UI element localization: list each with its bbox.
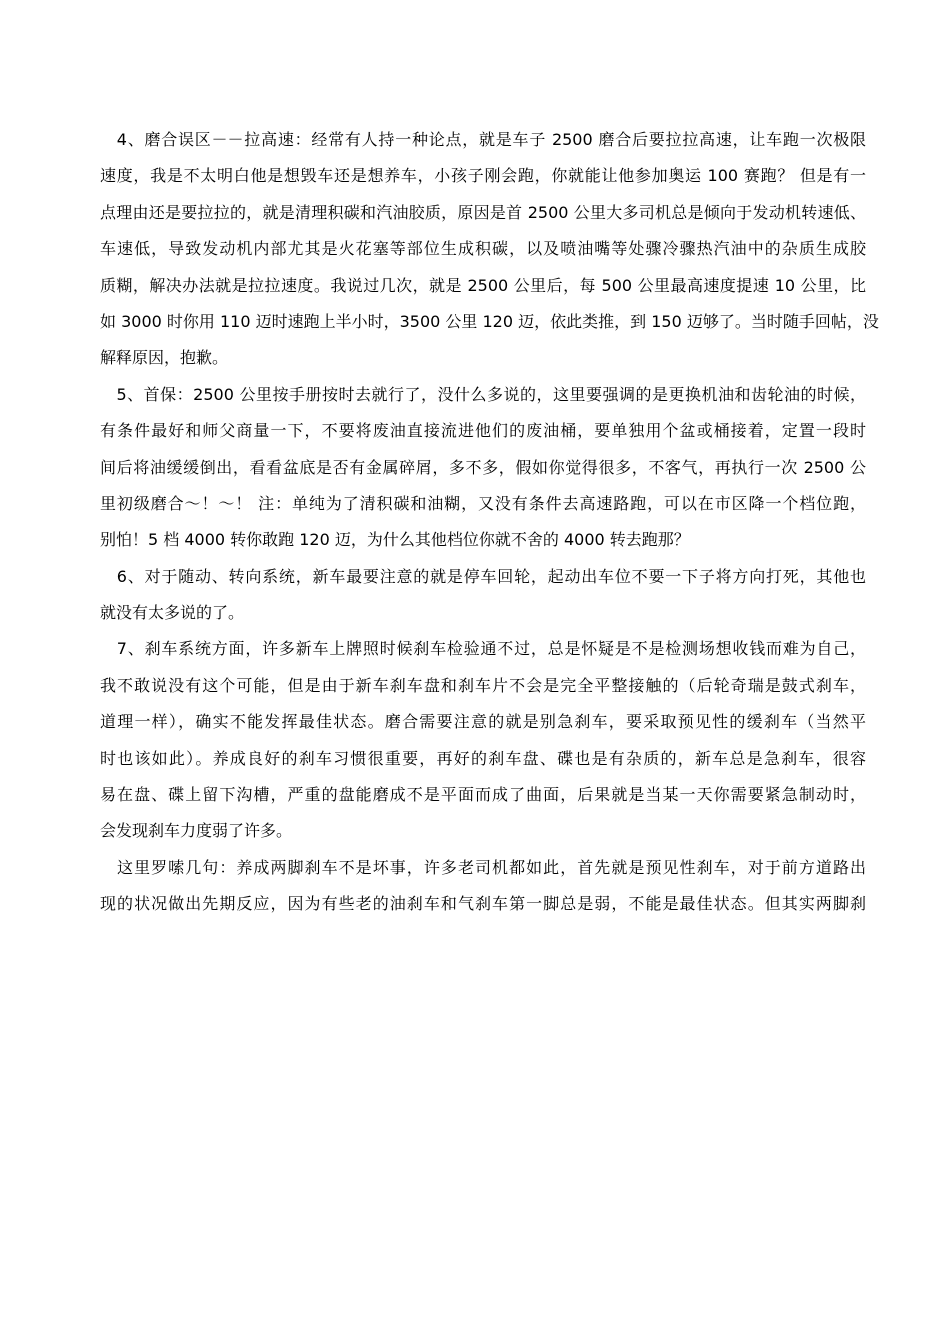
paragraph-line: 车速低，导致发动机内部尤其是火花塞等部位生成积碳，以及喷油嘴等处骤冷骤热汽油中的杂质生成胶 — [100, 239, 866, 259]
paragraph-line: 有条件最好和师父商量一下，不要将废油直接流进他们的废油桶，要单独用个盆或桶接着，定置一段时 — [100, 421, 866, 441]
paragraph-line: 这里罗嗦几句：养成两脚刹车不是坏事，许多老司机都如此，首先就是预见性刹车，对于前方道路出 — [100, 857, 866, 877]
paragraph-7 — [100, 631, 866, 849]
paragraph-line: 间后将油缓缓倒出，看看盆底是否有金属碎屑，多不多，假如你觉得很多，不客气，再执行一次 2500 公 — [100, 457, 866, 477]
paragraph-line: 道理一样），确实不能发挥最佳状态。磨合需要注意的就是别急刹车，要采取预见性的缓刹车（当然平 — [100, 712, 866, 732]
paragraph-line: 现的状况做出先期反应，因为有些老的油刹车和气刹车第一脚总是弱，不能是最佳状态。但其实两脚刹 — [100, 894, 866, 914]
paragraph-line: 如 3000 时你用 110 迈时速跑上半小时，3500 公里 120 迈，依此类推，到 150 迈够了。当时随手回帖，没 — [100, 311, 879, 331]
paragraph-line: 7、刹车系统方面，许多新车上牌照时候刹车检验通不过，总是怀疑是不是检测场想收钱而难为自己， — [100, 639, 866, 659]
paragraph-6 — [100, 559, 866, 632]
paragraph-line: 5、首保：2500 公里按手册按时去就行了，没什么多说的，这里要强调的是更换机油和齿轮油的时候， — [100, 384, 866, 404]
paragraph-line: 质糊，解决办法就是拉拉速度。我说过几次，就是 2500 公里后，每 500 公里最高速度提速 10 公里，比 — [100, 275, 866, 295]
paragraph-line: 时也该如此）。养成良好的刹车习惯很重要，再好的刹车盘、碟也是有杂质的，新车总是急刹车，很容 — [100, 748, 866, 768]
paragraph-line: 解释原因，抱歉。 — [100, 348, 229, 368]
paragraph-4 — [100, 122, 879, 377]
paragraph-line: 4、磨合误区－－拉高速：经常有人持一种论点，就是车子 2500 磨合后要拉拉高速，让车跑一次极限 — [100, 130, 866, 149]
paragraph-line: 我不敢说没有这个可能，但是由于新车刹车盘和刹车片不会是完全平整接触的（后轮奇瑞是鼓式刹车， — [100, 675, 866, 695]
document-body — [100, 122, 879, 923]
paragraph-line: 易在盘、碟上留下沟槽，严重的盘能磨成不是平面而成了曲面，后果就是当某一天你需要紧急制动时， — [100, 785, 866, 805]
paragraph-line: 会发现刹车力度弱了许多。 — [100, 821, 293, 841]
paragraph-5 — [100, 377, 866, 559]
paragraph-line: 6、对于随动、转向系统，新车最要注意的就是停车回轮，起动出车位不要一下子将方向打死，其他也 — [100, 566, 866, 586]
paragraph-line: 速度，我是不太明白他是想毁车还是想养车，小孩子刚会跑，你就能让他参加奥运 100 赛跑？ 但是有一 — [100, 166, 866, 186]
paragraph-8 — [100, 850, 866, 923]
paragraph-line: 点理由还是要拉拉的，就是清理积碳和汽油胶质，原因是首 2500 公里大多司机总是倾向于发动机转速低、 — [100, 202, 866, 222]
paragraph-line: 就没有太多说的了。 — [100, 603, 245, 623]
paragraph-line: 里初级磨合～！～！ 注：单纯为了清积碳和油糊，又没有条件去高速路跑，可以在市区降一个档位跑， — [100, 493, 866, 513]
paragraph-line: 别怕！5 档 4000 转你敢跑 120 迈，为什么其他档位你就不舍的 4000 转去跑那？ — [100, 530, 690, 550]
